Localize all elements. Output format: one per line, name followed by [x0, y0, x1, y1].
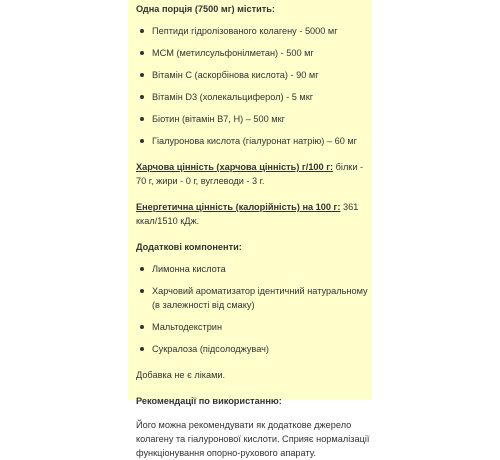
nutrition-value	[136, 160, 372, 188]
product-description-panel	[128, 0, 372, 458]
additional-components-list	[136, 262, 372, 356]
recommendations-title: Рекомендації по використанню:	[136, 396, 282, 406]
list-item: Вітамін C (аскорбінова кислота) - 90 мг	[136, 68, 372, 82]
list-item: Харчовий ароматизатор ідентичний натуральному (в залежності від смаку)	[136, 284, 372, 312]
list-item: MCM (метилсульфонілметан) - 500 мг	[136, 46, 372, 60]
supplement-note: Добавка не є ліками.	[136, 370, 226, 380]
list-item: Лимонна кислота	[136, 262, 372, 276]
list-item: Гіалуронова кислота (гіалуронат натрію) – 60 мг	[136, 134, 372, 148]
nutrition-value-label: Харчова цінність (харчова цінність) г/100 г:	[136, 162, 334, 172]
energy-value	[136, 200, 372, 228]
list-item: Біотин (вітамін B7, H) – 500 мкг	[136, 112, 372, 126]
recommendations-text: Його можна рекомендувати як додаткове джерело колагену та гіалуронової кислоти. Сприяє нормалізації функціонування опорно-рухового апарату.	[136, 420, 370, 458]
list-item: Вітамін D3 (холекальциферол) - 5 мкг	[136, 90, 372, 104]
list-item: Сукралоза (підсолоджувач)	[136, 342, 372, 356]
energy-value-label: Енергетична цінність (калорійність) на 100 г:	[136, 202, 341, 212]
energy-value-text: 361 ккал/1510 кДж.	[136, 202, 359, 226]
additional-components-title: Додаткові компоненти:	[136, 242, 242, 252]
serving-title: Одна порція (7500 мг) містить:	[136, 4, 275, 14]
list-item: Мальтодекстрин	[136, 320, 372, 334]
nutrition-value-text: білки - 70 г, жири - 0 г, вуглеводи - 3 г.	[136, 162, 364, 186]
serving-list	[136, 24, 372, 148]
list-item: Пептиди гідролізованого колагену - 5000 мг	[136, 24, 372, 38]
